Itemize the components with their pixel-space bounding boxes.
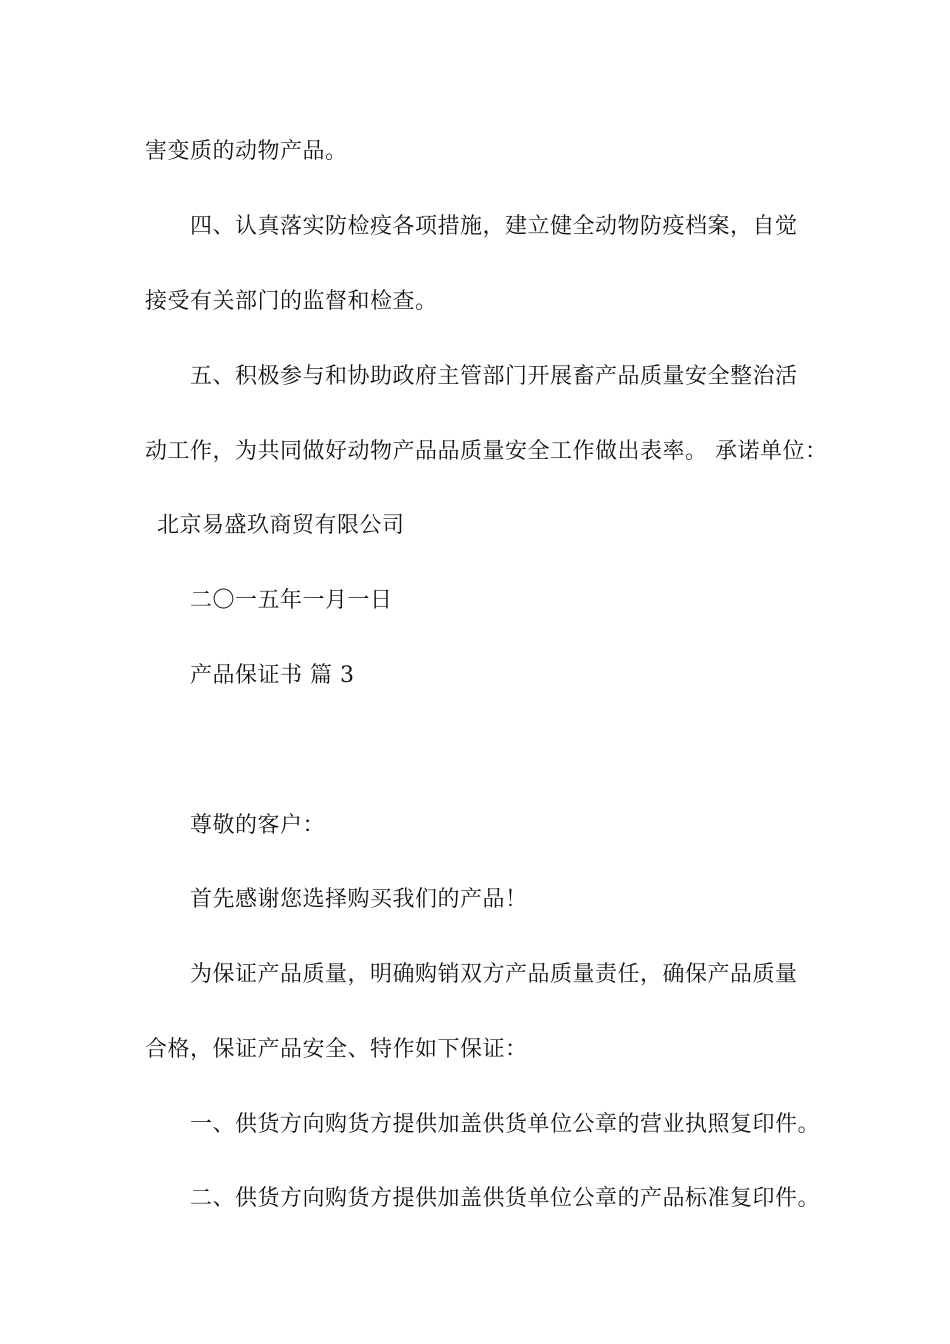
body-text-line: 动工作，为共同做好动物产品品质量安全工作做出表率。 承诺单位：: [145, 439, 828, 464]
body-text-line: 接受有关部门的监督和检查。: [145, 289, 438, 314]
body-text-line: 为保证产品质量，明确购销双方产品质量责任，确保产品质量: [190, 962, 798, 987]
section-title: 产品保证书 篇 3: [190, 663, 355, 688]
salutation: 尊敬的客户：: [190, 813, 326, 838]
body-text-line: 首先感谢您选择购买我们的产品！: [190, 887, 528, 912]
clause-four-line: 四、认真落实防检疫各项措施，建立健全动物防疫档案，自觉: [190, 214, 798, 239]
body-text-line: 合格，保证产品安全、特作如下保证：: [145, 1037, 528, 1062]
company-name: 北京易盛玖商贸有限公司: [157, 513, 405, 538]
date-line: 二〇一五年一月一日: [190, 588, 393, 613]
clause-one-line: 一、供货方向购货方提供加盖供货单位公章的营业执照复印件。: [190, 1112, 821, 1137]
clause-two-line: 二、供货方向购货方提供加盖供货单位公章的产品标准复印件。: [190, 1186, 821, 1211]
clause-five-line: 五、积极参与和协助政府主管部门开展畜产品质量安全整治活: [190, 364, 798, 389]
body-text-line: 害变质的动物产品。: [145, 139, 348, 164]
